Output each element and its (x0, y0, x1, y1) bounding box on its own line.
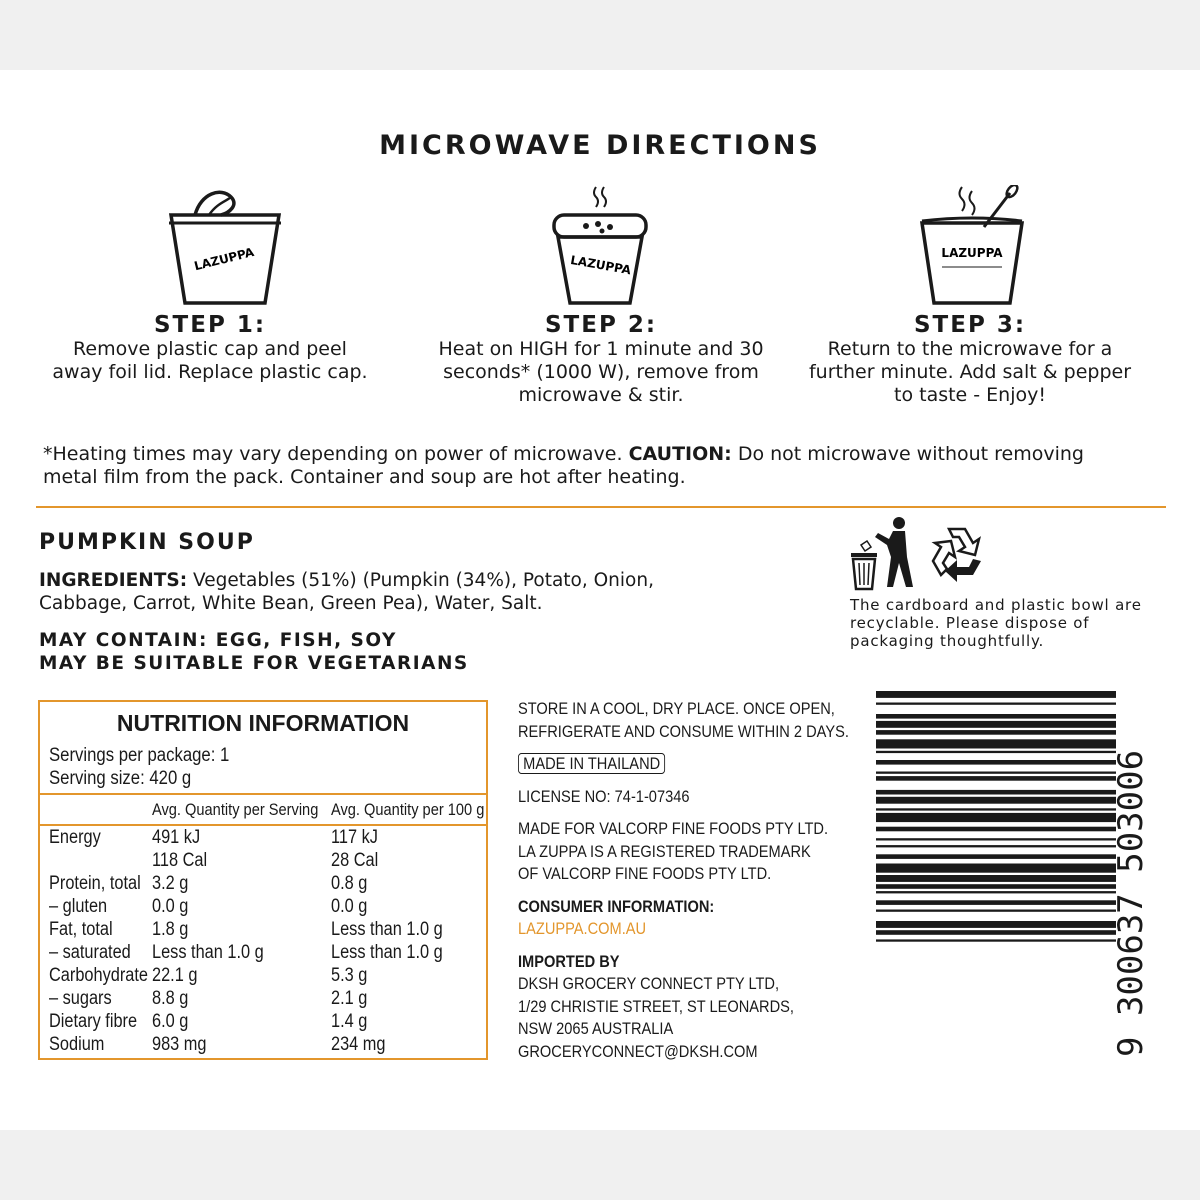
nutrition-row (40, 1034, 486, 1057)
nutrition-row (40, 827, 486, 850)
ingredients-label: INGREDIENTS: (39, 570, 188, 591)
per-100g-value: 0.0 g (331, 896, 368, 917)
nutrient-name: Energy (49, 827, 101, 848)
nutrient-name: Protein, total (49, 873, 141, 894)
per-serving-value: 0.0 g (152, 896, 189, 917)
nutrition-divider (40, 793, 486, 795)
nutrient-name: Fat, total (49, 919, 113, 940)
per-serving-value: 3.2 g (152, 873, 189, 894)
per-serving-value: 491 kJ (152, 827, 201, 848)
barcode-bar (876, 721, 1116, 728)
directions-title: MICROWAVE DIRECTIONS (379, 130, 821, 161)
barcode-bar (876, 900, 1116, 905)
note-start: *Heating times may vary depending on power of microwave. (43, 443, 623, 465)
barcode-bar (876, 827, 1116, 832)
product-title: PUMPKIN SOUP (39, 530, 255, 555)
step-3-title: STEP 3: (913, 312, 1027, 338)
barcode-bar (876, 884, 1116, 889)
cup-spoon-icon (912, 185, 1032, 310)
nutrition-row (40, 965, 486, 988)
heating-note (43, 443, 1143, 489)
recycling-text: The cardboard and plastic bowl are recyclable. Please dispose of packaging thoughtfully. (850, 596, 1142, 650)
ingredients (39, 569, 699, 615)
barcode-bar (876, 751, 1116, 753)
barcode-bar (876, 703, 1116, 705)
nutrition-row (40, 919, 486, 942)
barcode-bar (876, 939, 1116, 941)
svg-text:LAZUPPA: LAZUPPA (941, 246, 1003, 260)
per-100g-value: Less than 1.0 g (331, 942, 443, 963)
nutrition-panel (38, 700, 488, 1060)
nutrition-header-divider (40, 824, 486, 826)
made-in-badge: MADE IN THAILAND (518, 753, 665, 774)
col-per-100g: Avg. Quantity per 100 g (331, 800, 485, 819)
per-serving-value: Less than 1.0 g (152, 942, 264, 963)
barcode-bar (876, 838, 1116, 840)
may-contain: MAY CONTAIN: EGG, FISH, SOY (39, 630, 397, 651)
recycle-icon (933, 529, 981, 582)
barcode-bar (876, 691, 1116, 698)
nutrient-name: – saturated (49, 942, 131, 963)
cup-heating-icon (540, 185, 660, 310)
col-per-serving: Avg. Quantity per Serving (152, 800, 319, 819)
barcode-bar (876, 790, 1116, 795)
per-100g-value: 5.3 g (331, 965, 368, 986)
step-2-text: Heat on HIGH for 1 minute and 30 seconds* (1000 W), remove from microwave & stir. (438, 338, 764, 406)
nutrition-row (40, 896, 486, 919)
barcode-bar (876, 776, 1116, 781)
per-serving-value: 1.8 g (152, 919, 189, 940)
per-100g-value: 28 Cal (331, 850, 379, 871)
made-for-line-1: MADE FOR VALCORP FINE FOODS PTY LTD. (518, 819, 829, 838)
per-100g-value: 2.1 g (331, 988, 368, 1009)
serving-size: Serving size: 420 g (49, 768, 192, 789)
per-serving-value: 22.1 g (152, 965, 198, 986)
barcode-bar (876, 891, 1116, 893)
barcode-bar (876, 808, 1116, 810)
per-100g-value: 0.8 g (331, 873, 368, 894)
tidyman-icon (851, 517, 913, 589)
step-3-text: Return to the microwave for a further minute. Add salt & pepper to taste - Enjoy! (808, 338, 1132, 406)
per-100g-value: 234 mg (331, 1034, 386, 1055)
step-2-title: STEP 2: (544, 312, 658, 338)
barcode-bar (876, 730, 1116, 735)
barcode-bar (876, 930, 1116, 935)
barcode-bar (876, 772, 1116, 774)
servings-per-package: Servings per package: 1 (49, 745, 230, 766)
per-serving-value: 983 mg (152, 1034, 207, 1055)
nutrient-name: – sugars (49, 988, 112, 1009)
storage-line-2: REFRIGERATE AND CONSUME WITHIN 2 DAYS. (518, 721, 849, 741)
barcode-bar (876, 875, 1116, 882)
nutrient-name: Dietary fibre (49, 1011, 138, 1032)
per-100g-value: Less than 1.0 g (331, 919, 443, 940)
servings-info (49, 744, 229, 790)
recycling-icons (847, 515, 997, 593)
nutrient-name: Carbohydrate (49, 965, 149, 986)
consumer-info-label: CONSUMER INFORMATION: (518, 896, 715, 916)
barcode-bar (876, 910, 1116, 912)
nutrition-row (40, 988, 486, 1011)
barcode-bar (876, 813, 1116, 822)
barcode-number: 9 300637 503006 (1111, 749, 1151, 1057)
nutrition-row (40, 942, 486, 965)
ingredients-text: Vegetables (51%) (Pumpkin (34%), Potato, Onion, Cabbage, Carrot, White Bean, Green Pea), Water, Salt. (39, 570, 654, 614)
barcode-bars (876, 691, 1116, 942)
importer-line-1: DKSH GROCERY CONNECT PTY LTD, (518, 974, 780, 993)
per-serving-value: 8.8 g (152, 988, 189, 1009)
svg-text:LAZUPPA: LAZUPPA (569, 252, 633, 278)
barcode-bar (876, 760, 1116, 765)
step-1-title: STEP 1: (153, 312, 267, 338)
barcode-bar (876, 854, 1116, 859)
step-2 (436, 312, 766, 407)
note-end: Do not microwave without removing metal film from the pack. Container and soup are hot after heating. (43, 443, 1084, 488)
svg-text:LAZUPPA: LAZUPPA (192, 244, 256, 274)
importer-line-2: 1/29 CHRISTIE STREET, ST LEONARDS, (518, 996, 794, 1016)
step-1 (45, 312, 375, 384)
barcode-bar (876, 739, 1116, 748)
barcode (872, 685, 1162, 1075)
step-1-text: Remove plastic cap and peel away foil lid. Replace plastic cap. (52, 338, 368, 383)
cup-open-lid-icon (165, 185, 285, 310)
product-info (518, 698, 858, 1063)
per-100g-value: 117 kJ (331, 827, 378, 848)
importer-line-3: NSW 2065 AUSTRALIA (518, 1019, 674, 1038)
storage-line-1: STORE IN A COOL, DRY PLACE. ONCE OPEN, (518, 699, 835, 718)
made-for-line-3: OF VALCORP FINE FOODS PTY LTD. (518, 864, 772, 883)
made-for-line-2: LA ZUPPA IS A REGISTERED TRADEMARK (518, 841, 811, 861)
barcode-bar (876, 864, 1116, 873)
website-link[interactable]: LAZUPPA.COM.AU (518, 919, 647, 938)
barcode-bar (876, 845, 1116, 847)
allergens (39, 629, 469, 675)
barcode-bar (876, 797, 1116, 804)
nutrition-row (40, 850, 486, 873)
nutrition-row (40, 1011, 486, 1034)
per-100g-value: 1.4 g (331, 1011, 368, 1032)
per-serving-value: 118 Cal (152, 850, 208, 871)
vegetarian-note: MAY BE SUITABLE FOR VEGETARIANS (39, 653, 469, 674)
nutrient-name: Sodium (49, 1034, 105, 1055)
step-3 (805, 312, 1135, 407)
barcode-bar (876, 921, 1116, 928)
license-number: LICENSE NO: 74-1-07346 (518, 786, 690, 806)
nutrition-title: NUTRITION INFORMATION (116, 710, 410, 736)
nutrition-row (40, 873, 486, 896)
imported-by-label: IMPORTED BY (518, 951, 620, 971)
importer-email[interactable]: GROCERYCONNECT@DKSH.COM (518, 1041, 758, 1061)
per-serving-value: 6.0 g (152, 1011, 189, 1032)
note-caution: CAUTION: (628, 443, 732, 465)
nutrient-name: – gluten (49, 896, 108, 917)
section-divider (36, 506, 1166, 508)
barcode-bar (876, 714, 1116, 719)
